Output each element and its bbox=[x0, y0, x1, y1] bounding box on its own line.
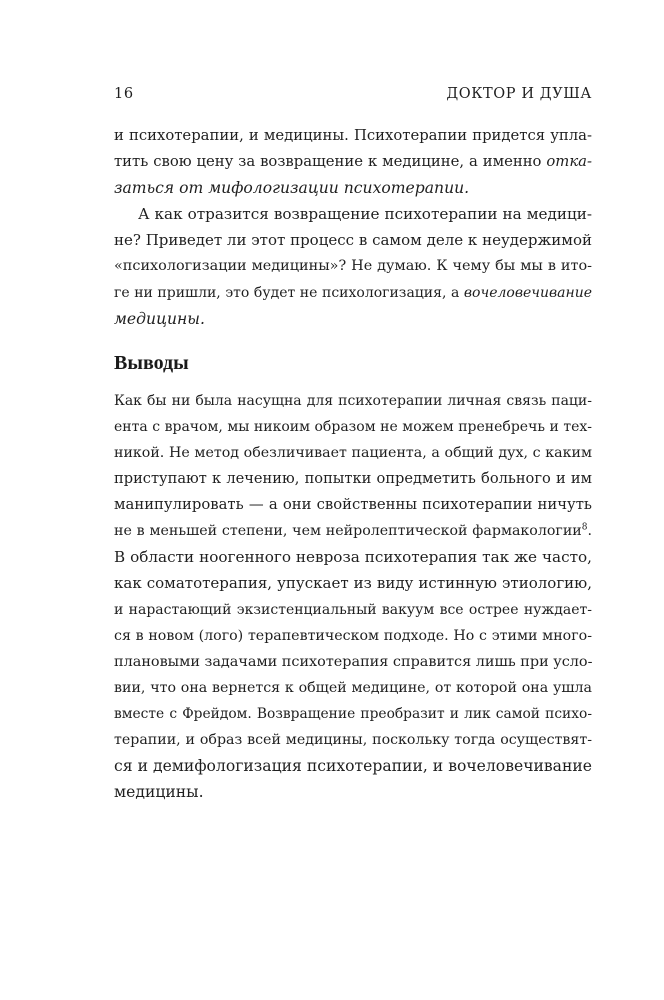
text-line: ента с врачом, мы никоим образом не можем пренебречь и тех- bbox=[114, 418, 592, 435]
italic-span: заться от мифологизации психотерапии. bbox=[114, 179, 470, 198]
text-line: В области ноогенного невроза психотерапия так же часто, bbox=[114, 548, 592, 567]
italic-span: вочеловечивание bbox=[463, 284, 592, 301]
text-span: . bbox=[587, 523, 592, 540]
paragraph-2 bbox=[114, 201, 592, 331]
text-line: терапии, и образ всей медицины, поскольку тогда осуществят- bbox=[114, 731, 592, 748]
text-line: манипулировать — а они свойственны психотерапии ничуть bbox=[114, 496, 592, 514]
text-line: медицины. bbox=[114, 783, 204, 802]
text-span: ге ни пришли, это будет не психологизация, а bbox=[114, 284, 464, 301]
running-head: ДОКТОР И ДУША bbox=[446, 86, 592, 102]
italic-span: медицины. bbox=[114, 309, 205, 328]
text-line: ся в новом (лого) терапевтическом подходе. Но с этими много- bbox=[114, 627, 592, 644]
text-line: плановыми задачами психотерапия справится лишь при усло- bbox=[114, 653, 593, 670]
text-line: ся и демифологизация психотерапии, и вочеловечивание bbox=[114, 757, 592, 776]
text-line: как соматотерапия, упускает из виду истинную этиологию, bbox=[114, 574, 592, 593]
text-line bbox=[114, 518, 592, 544]
text-line: приступают к лечению, попытки опредметить больного и им bbox=[114, 470, 592, 488]
text-line: А как отразится возвращение психотерапии на медици- bbox=[138, 205, 592, 224]
page-header bbox=[114, 86, 592, 106]
text-line: не? Приведет ли этот процесс в самом деле к неудержимой bbox=[114, 231, 592, 250]
paragraph-3 bbox=[114, 388, 592, 806]
text-line: и нарастающий экзистенциальный вакуум все острее нуждает- bbox=[114, 601, 592, 618]
text-span: не в меньшей степени, чем нейролептической фармакологии bbox=[114, 523, 582, 540]
text-line bbox=[114, 175, 592, 201]
footnote-marker[interactable]: 8 bbox=[581, 522, 588, 533]
text-span: тить свою цену за возвращение к медицине, а именно bbox=[114, 153, 547, 171]
text-line: вии, что она вернется к общей медицине, от которой она ушла bbox=[114, 679, 592, 696]
body-text bbox=[114, 123, 592, 805]
paragraph-1 bbox=[114, 123, 592, 201]
text-line: вместе с Фрейдом. Возвращение преобразит и лик самой психо- bbox=[114, 705, 592, 722]
text-line bbox=[114, 306, 592, 332]
text-line bbox=[114, 280, 592, 306]
text-line bbox=[114, 149, 592, 175]
text-line: Как бы ни была насущна для психотерапии личная связь паци- bbox=[114, 392, 592, 409]
italic-span: отка- bbox=[546, 153, 592, 171]
section-heading: Выводы bbox=[114, 351, 189, 374]
text-line: «психологизации медицины»? Не думаю. К чему бы мы в ито- bbox=[114, 258, 592, 275]
text-line: и психотерапии, и медицины. Психотерапии придется упла- bbox=[114, 127, 592, 144]
text-line: никой. Не метод обезличивает пациента, а общий дух, с каким bbox=[114, 444, 592, 461]
page-number: 16 bbox=[114, 86, 134, 102]
